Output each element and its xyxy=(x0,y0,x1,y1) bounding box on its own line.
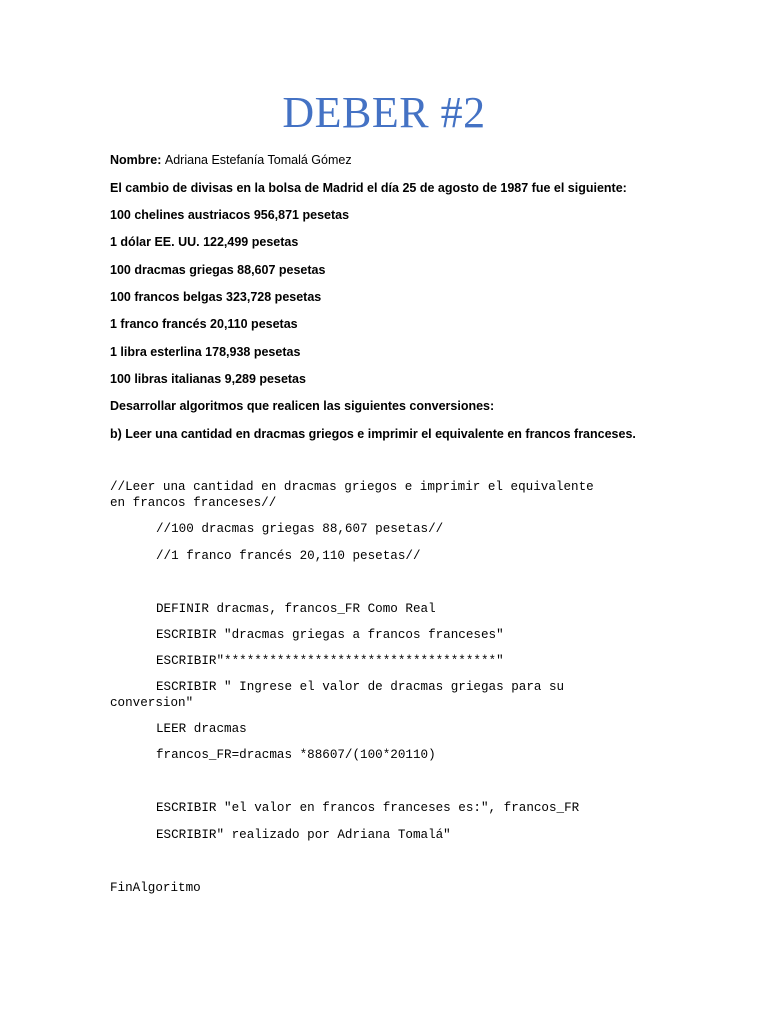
code-comment-line: //Leer una cantidad en dracmas griegos e imprimir el equivalente xyxy=(110,480,594,494)
rate-item: 100 chelines austriacos 956,871 pesetas xyxy=(110,208,350,222)
code-write-prompt-cont: conversion" xyxy=(110,696,194,710)
name-value: Adriana Estefanía Tomalá Gómez xyxy=(164,153,352,167)
code-end: FinAlgoritmo xyxy=(110,881,201,895)
code-comment-rate: //1 franco francés 20,110 pesetas// xyxy=(156,549,421,563)
code-write-result: ESCRIBIR "el valor en francos franceses es:", francos_FR xyxy=(156,801,580,815)
page-title: DEBER #2 xyxy=(282,88,486,137)
rate-item: 1 dólar EE. UU. 122,499 pesetas xyxy=(110,235,299,249)
code-comment-rate: //100 dracmas griegas 88,607 pesetas// xyxy=(156,522,444,536)
code-define: DEFINIR dracmas, francos_FR Como Real xyxy=(156,602,436,616)
rate-item: 100 francos belgas 323,728 pesetas xyxy=(110,290,322,304)
rate-item: 1 franco francés 20,110 pesetas xyxy=(110,317,298,331)
code-read: LEER dracmas xyxy=(156,722,247,736)
intro-text: El cambio de divisas en la bolsa de Madrid el día 25 de agosto de 1987 fue el siguiente: xyxy=(110,181,627,195)
rate-item: 100 libras italianas 9,289 pesetas xyxy=(110,372,306,386)
code-write-stars: ESCRIBIR"************************************" xyxy=(156,654,504,668)
rate-item: 100 dracmas griegas 88,607 pesetas xyxy=(110,263,326,277)
rate-item: 1 libra esterlina 178,938 pesetas xyxy=(110,345,301,359)
code-comment-line: en francos franceses// xyxy=(110,496,277,510)
exercise-text: b) Leer una cantidad en dracmas griegos e imprimir el equivalente en francos franceses. xyxy=(110,427,636,441)
code-assign: francos_FR=dracmas *88607/(100*20110) xyxy=(156,748,436,762)
name-label: Nombre: xyxy=(110,153,162,167)
code-write-author: ESCRIBIR" realizado por Adriana Tomalá" xyxy=(156,828,451,842)
code-write-title: ESCRIBIR "dracmas griegas a francos franceses" xyxy=(156,628,504,642)
code-write-prompt: ESCRIBIR " Ingrese el valor de dracmas griegas para su xyxy=(156,680,565,694)
task-text: Desarrollar algoritmos que realicen las siguientes conversiones: xyxy=(110,399,495,413)
name-line xyxy=(110,152,352,168)
